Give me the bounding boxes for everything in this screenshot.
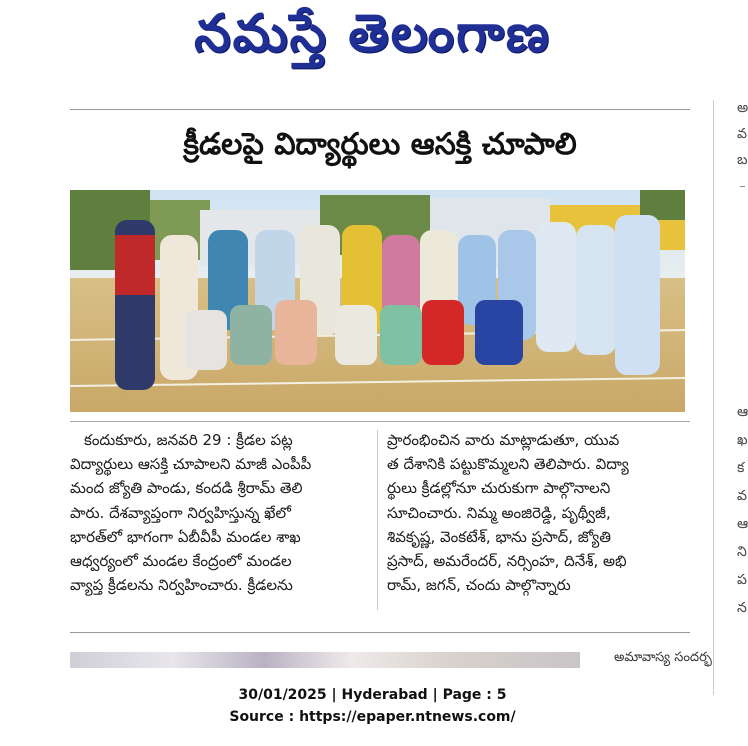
article-photo [70,190,685,412]
body-line: ర్థులు క్రీడల్లోనూ చురుకుగా పాల్గొనాలని [387,479,611,498]
article-headline: క్రీడలపై విద్యార్థులు ఆసక్తి చూపాలి [183,127,577,162]
column-divider [377,430,378,610]
body-line: కందుకూరు, జనవరి 29 : క్రీడల పట్ల [84,431,293,449]
body-line: శివకృష్ణ, వెంకటేశ్, భాను ప్రసాద్, జ్యోతి [387,527,612,546]
side-fragment: న [737,600,747,616]
body-line: రామ్, జగన్, చందు పాల్గొన్నారు [387,576,571,595]
body-line: ప్రారంభించిన వారు మాట్లాడుతూ, యువ [387,431,620,449]
side-fragment: అ [737,100,748,116]
body-line: ఆధ్వర్యంలో మండల కేంద్రంలో మండల [70,552,292,571]
side-fragment: ఆ [737,404,748,420]
body-line: సూచించారు. నిమ్మ అంజిరెడ్డి, పృథ్వీజీ, [387,503,611,522]
body-line: పారు. దేశవ్యాప్తంగా నిర్వహిస్తున్న ఖేలో [70,503,291,522]
next-article-fragment: అమావాస్య సందర్భ [614,650,712,665]
side-fragment: ఖ [737,432,748,448]
body-line: వ్యాప్త క్రీడలను నిర్వహించారు. క్రీడలను [70,576,293,595]
column-rule-tick [740,186,745,187]
side-fragment: క [737,460,745,476]
newspaper-title: నమస్తే తెలంగాణ [194,3,551,64]
side-fragment: ప [737,572,747,588]
masthead [0,0,745,80]
body-line: మంద జ్యోతి పాండు, కందడి శ్రీరామ్ తెలి [70,479,303,498]
article-right-column [387,428,685,597]
body-line: భారత్‌లో భాగంగా ఏబీవీపీ మండల శాఖ [70,527,301,546]
top-rule [70,109,690,110]
body-line: విద్యార్థులు ఆసక్తి చూపాలని మాజీ ఎంపీపీ [70,455,312,474]
side-fragment: వ [737,126,747,142]
footer-source-line: Source : https://epaper.ntnews.com/ [229,709,516,725]
bottom-rule [70,632,690,633]
side-fragment: ఆ [737,516,748,532]
body-line: ప్రసాద్, అమరేందర్, నర్సింహ, దినేశ్, అభి [387,552,627,571]
column-rule [713,100,714,695]
side-fragment: వ [737,488,747,504]
body-line: త దేశానికి పట్టుకొమ్మలని తెలిపారు. విద్యా [387,455,629,474]
body-rule [70,421,690,422]
side-fragment: ని [737,544,747,560]
footer-date-line: 30/01/2025 | Hyderabad | Page : 5 [238,687,507,703]
article-left-column [70,428,366,597]
side-fragment: బ [737,152,748,168]
next-article-photo-strip [70,652,580,668]
